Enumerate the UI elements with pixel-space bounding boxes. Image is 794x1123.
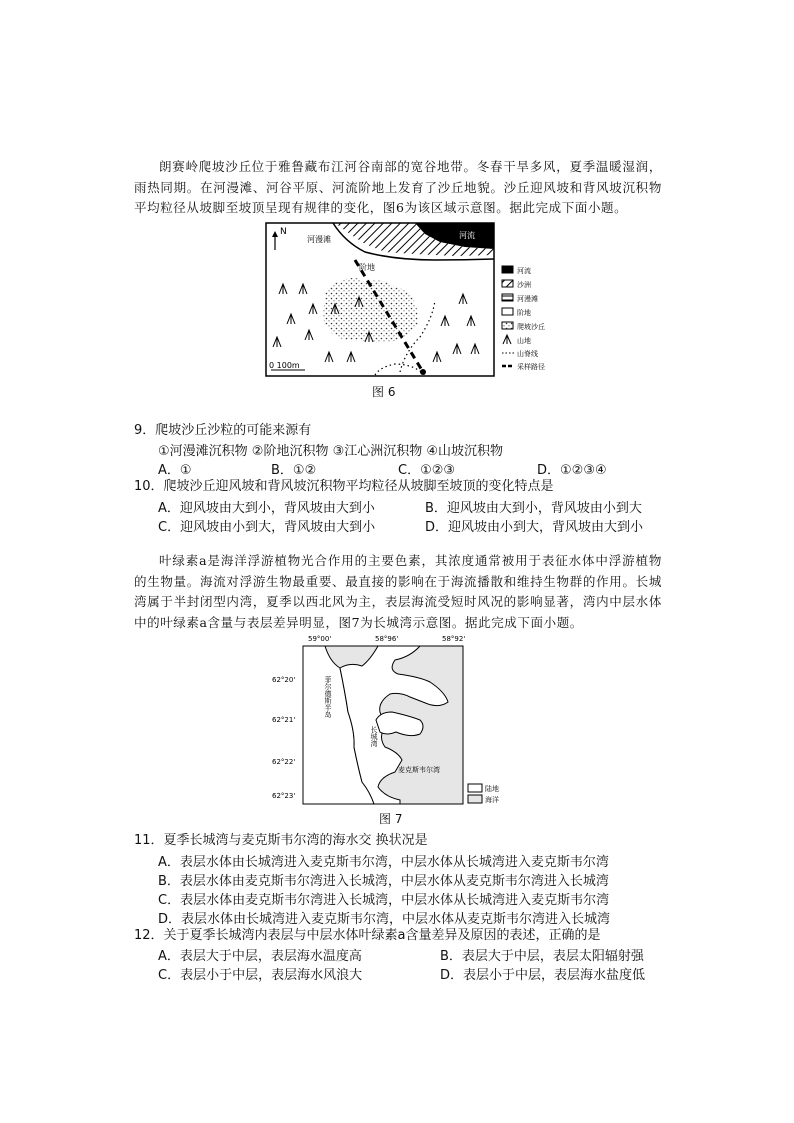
figure-6-caption: 图 6 bbox=[372, 385, 396, 399]
legend-terrace: 阶地 bbox=[517, 309, 531, 317]
question-12-option-b[interactable]: B．表层大于中层，表层太阳辐射强 bbox=[440, 949, 644, 964]
question-10-stem: 10．爬坡沙丘迎风坡和背风坡沉积物平均粒径从坡脚至坡顶的变化特点是 bbox=[134, 479, 554, 494]
legend-land-swatch bbox=[468, 784, 482, 792]
lon-label-3: 58°92' bbox=[442, 635, 466, 643]
label-greatwall-bay: 长城湾 bbox=[370, 726, 378, 747]
north-label: N bbox=[280, 227, 287, 237]
question-12-stem: 12．关于夏季长城湾内表层与中层水体叶绿素a含量差异及原因的表述，正确的是 bbox=[134, 928, 601, 943]
question-12-option-d[interactable]: D．表层小于中层，表层海水盐度低 bbox=[440, 968, 646, 983]
scale-label: 0 100m bbox=[269, 361, 300, 370]
label-fildes: 菲尔德斯半岛 bbox=[324, 676, 332, 718]
question-9-stem: 9．爬坡沙丘沙粒的可能来源有 bbox=[134, 423, 312, 438]
question-9-option-a[interactable]: A．① bbox=[158, 463, 192, 478]
lat-label-3: 62°22' bbox=[272, 758, 296, 766]
question-10-option-c[interactable]: C．迎风坡由小到大，背风坡由大到小 bbox=[158, 520, 376, 535]
figure-7-caption: 图 7 bbox=[379, 812, 403, 826]
label-floodplain: 河漫滩 bbox=[307, 235, 331, 244]
legend-river: 河流 bbox=[517, 267, 531, 275]
question-11-stem: 11．夏季长城湾与麦克斯韦尔湾的海水交 换状况是 bbox=[134, 833, 428, 848]
label-maxwell-bay: 麦克斯韦尔湾 bbox=[398, 766, 440, 774]
question-11-option-b[interactable]: B．表层水体由麦克斯韦尔湾进入长城湾，中层水体从麦克斯韦尔湾进入长城湾 bbox=[158, 874, 609, 889]
legend-land: 陆地 bbox=[485, 785, 499, 793]
lat-label-2: 62°21' bbox=[272, 716, 296, 724]
question-9-items: ①河漫滩沉积物 ②阶地沉积物 ③江心洲沉积物 ④山坡沉积物 bbox=[158, 444, 504, 459]
lon-label-2: 58°96' bbox=[375, 635, 399, 643]
question-11-option-d[interactable]: D．表层水体由长城湾进入麦克斯韦尔湾，中层水体从麦克斯韦尔湾进入长城湾 bbox=[158, 912, 611, 927]
question-9-option-d[interactable]: D．①②③④ bbox=[537, 463, 607, 478]
question-12-option-c[interactable]: C．表层小于中层，表层海水风浪大 bbox=[158, 968, 363, 983]
passage-2-text: 叶绿素a是海洋浮游植物光合作用的主要色素，其浓度通常被用于表征水体中浮游植物的生物量。海流对浮游生物最重要、最直接的影响在于海流播散和维持生物群的作用。长城湾属于半封闭型内湾，夏季以西北风为主，表层海流受短时风况的影响显著，湾内中层水体中的叶绿素a含量与表层差异明显，图7为长城湾示意图。据此完成下面小题。 bbox=[134, 553, 662, 630]
legend-sandbar: 沙洲 bbox=[517, 281, 531, 289]
figure-6-legend bbox=[502, 266, 545, 371]
legend-sea: 海洋 bbox=[485, 796, 499, 804]
question-11-option-c[interactable]: C．表层水体由麦克斯韦尔湾进入长城湾，中层水体从长城湾进入麦克斯韦尔湾 bbox=[158, 893, 610, 908]
figure-6-map bbox=[265, 222, 555, 380]
legend-sampling: 采样路径 bbox=[517, 363, 545, 371]
legend-sea-swatch bbox=[468, 795, 482, 803]
question-10-option-b[interactable]: B．迎风坡由大到小，背风坡由小到大 bbox=[425, 501, 642, 516]
label-river: 河流 bbox=[459, 231, 475, 240]
legend-dune: 爬坡沙丘 bbox=[517, 323, 545, 331]
passage-2 bbox=[134, 551, 662, 633]
figure-7-map bbox=[270, 632, 510, 810]
lat-label-1: 62°20' bbox=[272, 676, 296, 684]
passage-1 bbox=[134, 157, 662, 219]
lat-label-4: 62°23' bbox=[272, 792, 296, 800]
question-9-option-b[interactable]: B．①② bbox=[271, 463, 317, 478]
passage-1-text: 朗赛岭爬坡沙丘位于雅鲁藏布江河谷南部的宽谷地带。冬春干旱多风，夏季温暖湿润，雨热同期。在河漫滩、河谷平原、河流阶地上发育了沙丘地貌。沙丘迎风坡和背风坡沉积物平均粒径从坡脚至坡顶呈现有规律的变化，图6为该区域示意图。据此完成下面小题。 bbox=[134, 159, 662, 215]
question-10-option-a[interactable]: A．迎风坡由大到小，背风坡由大到小 bbox=[158, 501, 375, 516]
legend-ridge: 山脊线 bbox=[517, 350, 538, 358]
question-10-option-d[interactable]: D．迎风坡由小到大，背风坡由大到小 bbox=[425, 520, 644, 535]
label-terrace: 阶地 bbox=[359, 263, 375, 272]
lon-label-1: 59°00' bbox=[308, 635, 332, 643]
question-11-option-a[interactable]: A．表层水体由长城湾进入麦克斯韦尔湾，中层水体从长城湾进入麦克斯韦尔湾 bbox=[158, 855, 609, 870]
legend-floodplain: 河漫滩 bbox=[517, 295, 538, 303]
question-12-option-a[interactable]: A．表层大于中层，表层海水温度高 bbox=[158, 949, 362, 964]
legend-mountain: 山地 bbox=[517, 337, 531, 345]
question-9-option-c[interactable]: C．①②③ bbox=[398, 463, 456, 478]
